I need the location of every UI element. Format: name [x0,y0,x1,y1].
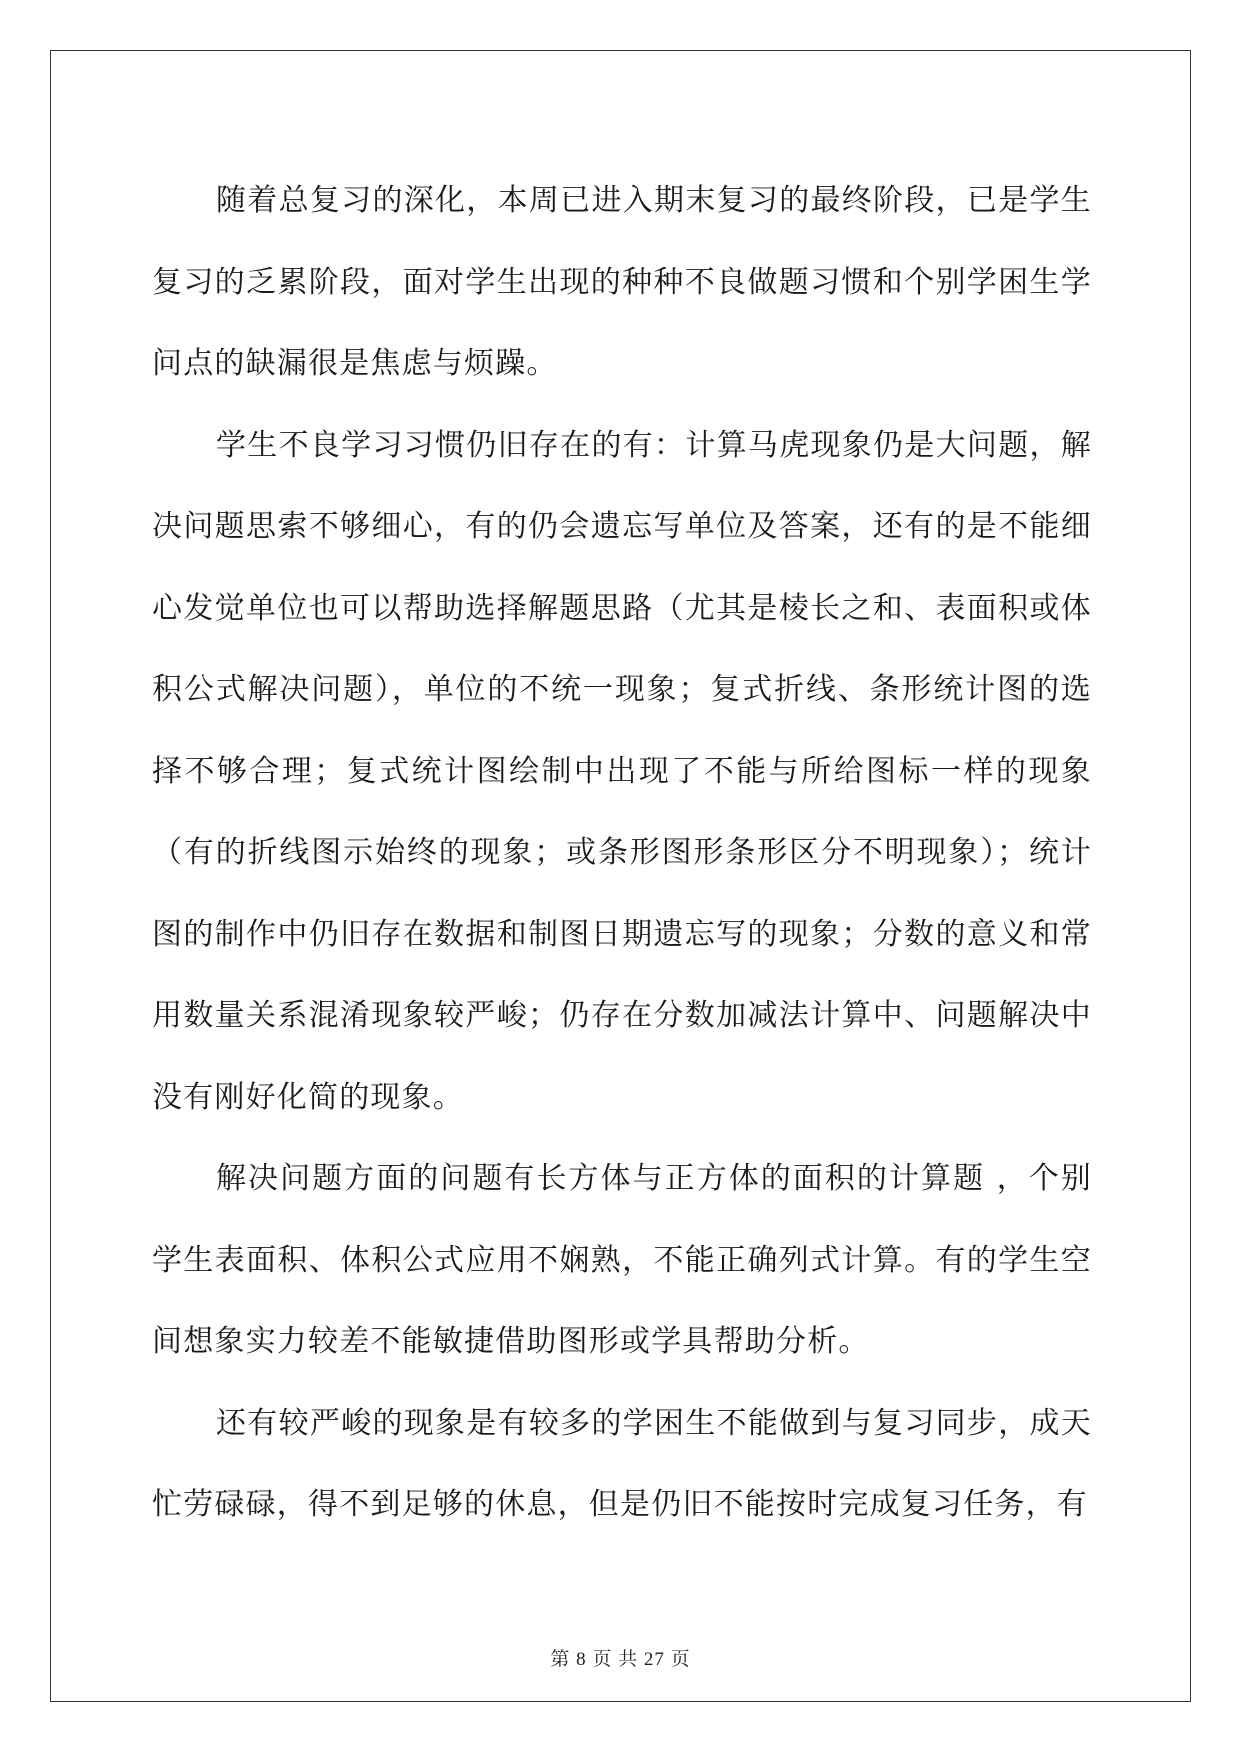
paragraph-4: 还有较严峻的现象是有较多的学困生不能做到与复习同步，成天忙劳碌碌，得不到足够的休息，但是仍旧不能按时完成复习任务，有 [152,1405,1092,1522]
document-body [152,160,1092,1546]
page-number-footer: 第 8 页 共 27 页 [550,1649,691,1670]
paragraph-2: 学生不良学习习惯仍旧存在的有：计算马虎现象仍是大问题，解决问题思索不够细心，有的仍会遗忘写单位及答案，还有的是不能细心发觉单位也可以帮助选择解题思路（尤其是棱长之和、表面积或体积公式解决问题），单位的不统一现象；复式折线、条形统计图的选择不够合理；复式统计图绘制中出现了不能与所给图标一样的现象（有的折线图示始终的现象；或条形图形条形区分不明现象）；统计图的制作中仍旧存在数据和制图日期遗忘写的现象；分数的意义和常用数量关系混淆现象较严峻；仍存在分数加减法计算中、问题解决中没有刚好化简的现象。 [152,427,1092,1115]
paragraph-3: 解决问题方面的问题有长方体与正方体的面积的计算题 ，个别学生表面积、体积公式应用不娴熟，不能正确列式计算。有的学生空间想象实力较差不能敏捷借助图形或学具帮助分析。 [152,1161,1092,1359]
paragraph-1: 随着总复习的深化，本周已进入期末复习的最终阶段，已是学生复习的乏累阶段，面对学生出现的种种不良做题习惯和个别学困生学问点的缺漏很是焦虑与烦躁。 [152,183,1092,381]
